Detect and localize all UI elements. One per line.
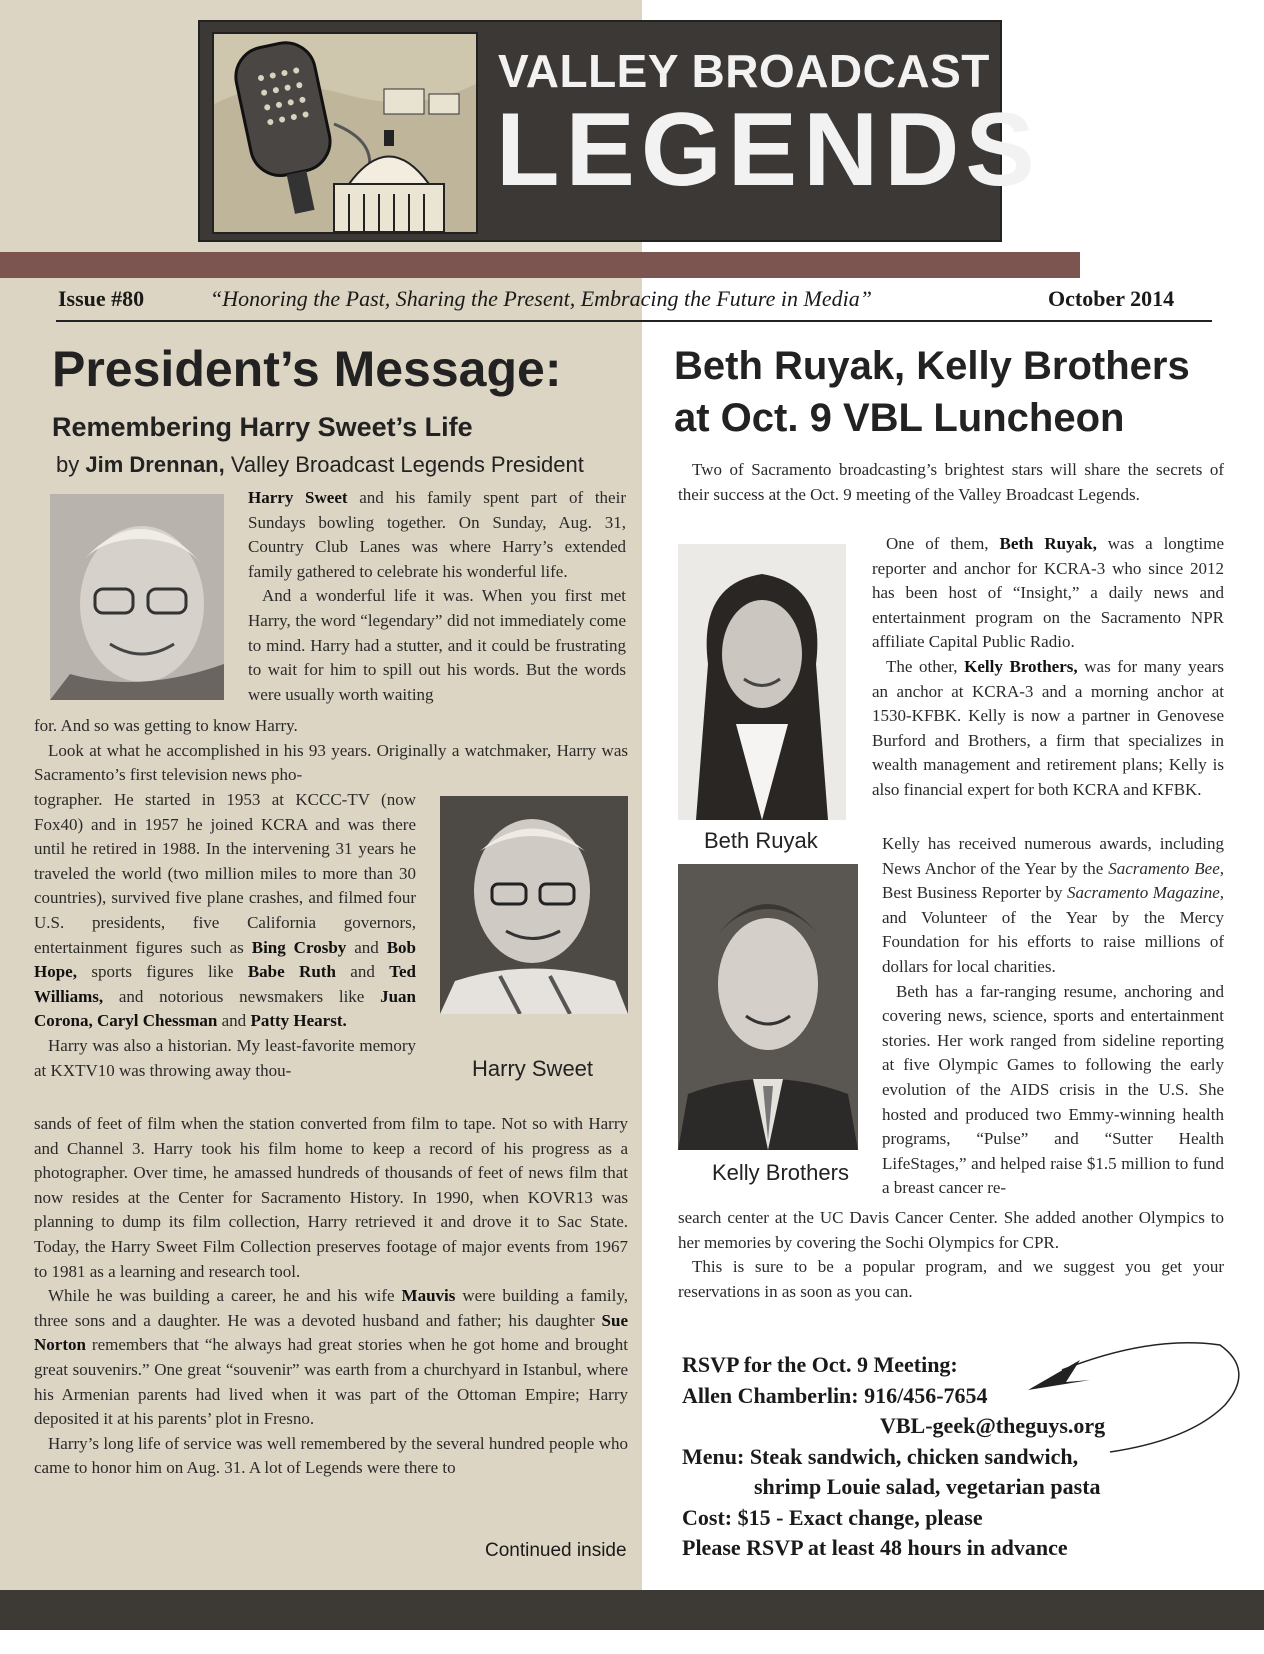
harry-sweet-caption: Harry Sweet <box>472 1056 594 1081</box>
president-message-intro <box>248 486 626 707</box>
luncheon-p1-b: was a longtime reporter and anchor for KCRA-3 who since 2012 has been host of “Insight,” a daily news and entertainment program on the Sacramento NPR affiliate Capital Public Radio. <box>872 534 1225 652</box>
president-message-subtitle: Remembering Harry Sweet’s Life <box>52 412 473 442</box>
paragraph-2: And a wonderful life it was. When you first met Harry, the word “legendary” did not immediately come to mind. Harry had a stutter, and it could be frustrating to wait for him to spill out his words. But the words were usually worth waiting <box>248 586 626 704</box>
issue-info-row <box>58 286 1198 316</box>
luncheon-paragraph-4: Beth has a far-ranging resume, anchoring and covering news, science, sports and entertainment stories. Her work ranged from sideline reporting at five Olympic Games to following the early evolution of the AIDS crisis in the U.S. She hosted and produced two Emmy-winning health programs, “Pulse” and “Sutter Health LifeStages,” and helped raise $1.5 million to fund a breast cancer re- <box>882 981 1224 1198</box>
kelly-brothers-caption: Kelly Brothers <box>712 1160 849 1185</box>
luncheon-paragraph-4-cont: search center at the UC Davis Cancer Center. She added another Olympics to her memories by covering the Sochi Olympics for CPR. <box>678 1208 1224 1252</box>
kelly-brothers-photo <box>678 864 858 1150</box>
president-message-history <box>34 1112 628 1481</box>
babe-ruth: Babe Ruth <box>247 962 336 982</box>
paragraph-4: sands of feet of film when the station converted from film to tape. Not so with Harry and Channel 3. Harry took his film home to keep a record of his progress as a photographer. Over time, he amassed hundreds of thousands of feet of news film that now resides at the Center for Sacramento History. In 1990, when KOVR13 was planning to dump its film collection, Harry retrieved it and drove it to Sac State. Today, the Harry Sweet Film Collection preserves footage of major events from 1967 to 1981 as a learning and research tool. <box>34 1114 628 1281</box>
rsvp-cost: Cost: $15 - Exact change, please <box>682 1504 983 1530</box>
masthead-divider-bar <box>0 252 1080 278</box>
juan-corona-caryl-chessman: Juan Corona, Caryl Chessman <box>34 986 416 1031</box>
luncheon-body-wide <box>678 1206 1224 1304</box>
luncheon-paragraph-3 <box>882 832 1224 980</box>
luncheon-paragraph-5: This is sure to be a popular program, and we suggest you get your reservations in as soon as you can. <box>678 1257 1224 1301</box>
masthead-title-bottom: LEGENDS <box>496 92 1041 208</box>
continued-inside-note: Continued inside <box>485 1540 627 1561</box>
luncheon-body-narrow <box>872 532 1224 803</box>
and-1: and <box>346 937 387 957</box>
byline-prefix: by <box>56 452 86 477</box>
beth-ruyak-photo <box>678 544 846 820</box>
and-3: and <box>217 1011 251 1031</box>
luncheon-p1-a: One of them, <box>886 534 1000 553</box>
paragraph-6: Harry’s long life of service was well remembered by the several hundred people who came to honor him on Aug. 31. A lot of Legends were there to <box>34 1433 628 1478</box>
harry-sweet-photo <box>440 796 628 1014</box>
rsvp-contact-phone: Allen Chamberlin: 916/456-7654 <box>682 1382 988 1408</box>
paragraph-5 <box>34 1284 628 1432</box>
luncheon-p3-a: Kelly has received numerous awards, including News Anchor of the Year by the <box>882 834 1224 878</box>
hand-drawn-arrow-icon <box>1010 1330 1250 1460</box>
paragraph-3-text-d: and notorious newsmakers like <box>103 986 381 1006</box>
luncheon-intro-text: Two of Sacramento broadcasting’s brightest stars will share the secrets of their success at the Oct. 9 meeting of the Valley Broadcast Legends. <box>678 460 1224 504</box>
rsvp-deadline: Please RSVP at least 48 hours in advance <box>682 1535 1068 1560</box>
paragraph-3-text: tographer. He started in 1953 at KCCC-TV (now Fox40) and in 1957 he joined KCRA and was there until he retired in 1988. In the intervening 31 years he traveled the world (two million miles to more than 30 countries), survived five plane crashes, and filmed four U.S. presidents, five California governors, entertainment figures such as <box>34 790 416 957</box>
ted-williams: Ted Williams, <box>34 962 416 1006</box>
rsvp-menu-line1: Menu: Steak sandwich, chicken sandwich, <box>682 1443 1079 1469</box>
luncheon-p2-a: The other, <box>886 656 965 676</box>
luncheon-headline-line2: at Oct. 9 VBL Luncheon <box>674 396 1125 440</box>
issue-date: October 2014 <box>1048 286 1175 311</box>
president-message-title: President’s Message: <box>52 341 562 397</box>
president-message-continuation <box>34 714 628 788</box>
microphone-capitol-logo <box>212 32 478 234</box>
and-2: and <box>335 962 390 982</box>
harry-sweet-name: Harry Sweet <box>248 488 348 507</box>
sue-norton: Sue Norton <box>34 1310 628 1355</box>
bob-hope: Bob Hope, <box>34 937 416 982</box>
paragraph-4-start: Harry was also a historian. My least-favorite memory at KXTV10 was throwing away thou- <box>34 1035 416 1080</box>
president-message-career <box>34 788 416 1083</box>
paragraph-5-c: remembers that “he always had great stories when he got home and brought great souvenirs.” One great “souvenir” was earth from a churchyard in Istanbul, where his Armenian parents had lived when it was part of the Ottoman Empire; Harry deposited it at his parents’ plot in Fresno. <box>34 1335 628 1429</box>
rsvp-contact-email: VBL-geek@theguys.org <box>880 1413 1106 1438</box>
paragraph-1 <box>248 486 626 584</box>
issue-number: Issue #80 <box>58 286 145 311</box>
paragraph-5-b: were building a family, three sons and a daughter. He was a devoted husband and father; his daughter <box>34 1286 628 1330</box>
newsletter-motto: “Honoring the Past, Sharing the Present, Embracing the Future in Media” <box>210 286 872 311</box>
luncheon-intro <box>678 458 1224 507</box>
rsvp-heading: RSVP for the Oct. 9 Meeting: <box>682 1352 958 1377</box>
byline-author: Jim Drennan, <box>85 452 225 477</box>
luncheon-paragraph-2 <box>872 655 1224 803</box>
kelly-brothers-name: Kelly Brothers, <box>964 656 1078 676</box>
footer-bar <box>0 1590 1264 1630</box>
beth-ruyak-caption: Beth Ruyak <box>704 828 818 853</box>
paragraph-3 <box>34 788 416 1034</box>
paragraph-5-a: While he was building a career, he and his wife <box>48 1286 402 1306</box>
mauvis: Mauvis <box>401 1286 456 1306</box>
issue-row-rule <box>56 320 1212 322</box>
luncheon-headline-line1: Beth Ruyak, Kelly Brothers <box>674 344 1190 388</box>
sacramento-magazine: Sacramento Magazine, <box>1067 883 1224 903</box>
masthead-banner <box>198 20 1041 242</box>
paragraph-1-text: and his family spent part of their Sundays bowling together. On Sunday, Aug. 31, Country Club Lanes was where Harry’s extended family gathered to celebrate his wonderful life. <box>248 488 626 581</box>
president-message-byline <box>56 452 584 478</box>
paragraph-3-text-c: sports figures like <box>76 962 248 982</box>
rsvp-menu-line2: shrimp Louie salad, vegetarian pasta <box>754 1474 1101 1499</box>
luncheon-p3-b: Best Business Reporter by <box>882 883 1068 903</box>
luncheon-paragraph-1 <box>872 532 1224 655</box>
luncheon-p3-c: and Volunteer of the Year by the Mercy Foundation for his efforts to raise millions of dollars for local charities. <box>882 907 1224 976</box>
luncheon-body-awards <box>882 832 1224 1201</box>
luncheon-p2-b: was for many years an anchor at KCRA-3 and a morning anchor at 1530-KFBK. Kelly is now a partner in Genovese Burford and Brothers, a firm that specializes in wealth management and retirement plans; Kelly is also financial expert for both KCRA and KFBK. <box>872 656 1224 799</box>
jim-drennan-photo <box>50 494 224 700</box>
bing-crosby: Bing Crosby <box>251 937 347 957</box>
sacramento-bee: Sacramento Bee, <box>1108 858 1224 878</box>
masthead-title-top: VALLEY BROADCAST <box>498 45 990 97</box>
beth-ruyak-name: Beth Ruyak, <box>999 534 1097 553</box>
paragraph-3-start: Look at what he accomplished in his 93 years. Originally a watchmaker, Harry was Sacramento’s first television news pho- <box>34 740 628 785</box>
patty-hearst: Patty Hearst. <box>250 1011 347 1031</box>
byline-role: Valley Broadcast Legends President <box>224 452 584 477</box>
paragraph-2-cont: for. And so was getting to know Harry. <box>34 716 298 735</box>
